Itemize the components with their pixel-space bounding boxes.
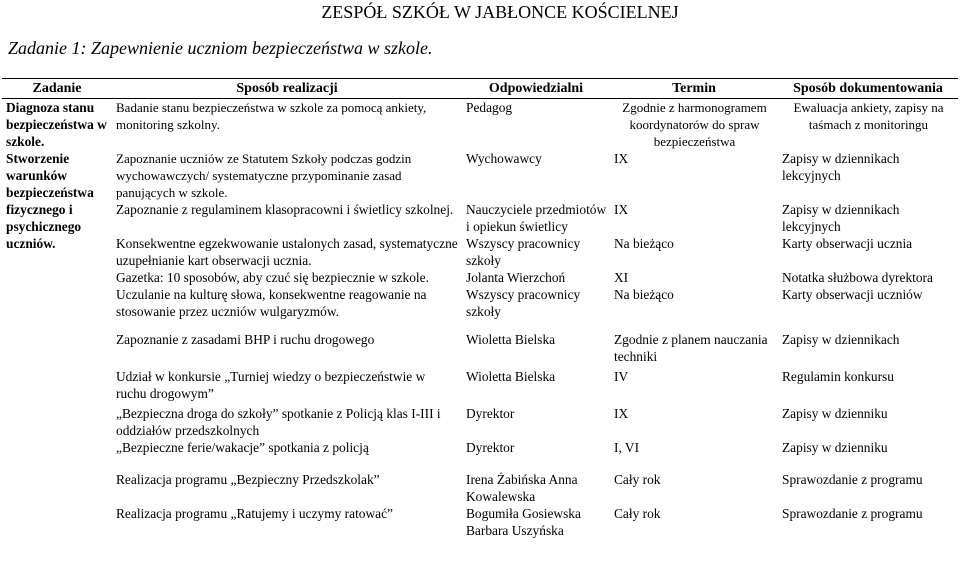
cell-sposob: „Bezpieczna droga do szkoły” spotkanie z Policją klas I-III i oddziałów przedszkolnych xyxy=(116,406,441,438)
header-dokumentowanie: Sposób dokumentowania xyxy=(778,79,958,99)
cell-odpowiedzialni: Wychowawcy xyxy=(466,151,542,166)
plan-table xyxy=(2,78,958,539)
cell-termin: Cały rok xyxy=(614,472,661,487)
cell-termin: Na bieżąco xyxy=(614,236,674,251)
cell-dokumentowanie: Zapisy w dzienniku xyxy=(782,440,888,455)
cell-sposob: Zapoznanie z zasadami BHP i ruchu drogowego xyxy=(116,332,375,347)
table-row xyxy=(2,286,958,320)
table-row xyxy=(2,439,958,456)
table-row xyxy=(2,201,958,235)
cell-dokumentowanie: Zapisy w dziennikach xyxy=(782,332,900,347)
header-sposob: Sposób realizacji xyxy=(112,79,462,99)
cell-dokumentowanie: Regulamin konkursu xyxy=(782,369,894,384)
table-row xyxy=(2,505,958,539)
header-termin: Termin xyxy=(610,79,778,99)
spacer-row xyxy=(2,456,958,471)
spacer-row xyxy=(2,320,958,331)
cell-dokumentowanie: Notatka służbowa dyrektora xyxy=(782,270,933,285)
cell-odpowiedzialni: Jolanta Wierzchoń xyxy=(466,270,566,285)
cell-termin: IX xyxy=(614,151,629,166)
cell-termin: Na bieżąco xyxy=(614,287,674,302)
cell-sposob: Zapoznanie uczniów ze Statutem Szkoły podczas godzin wychowawczych/ systematyczne przypominanie zasad panujących w szkole. xyxy=(116,151,412,200)
cell-sposob: Uczulanie na kulturę słowa, konsekwentne reagowanie na stosowanie przez uczniów wulgaryzmów. xyxy=(116,287,427,319)
table-row xyxy=(2,365,958,402)
cell-dokumentowanie: Karty obserwacji uczniów xyxy=(782,287,923,302)
table-header-row xyxy=(2,79,958,99)
table-row xyxy=(2,471,958,505)
table-row xyxy=(2,99,958,151)
cell-odpowiedzialni: Bogumiła Gosiewska Barbara Uszyńska xyxy=(466,506,581,538)
task-subtitle: Zadanie 1: Zapewnienie uczniom bezpieczeństwa w szkole. xyxy=(8,38,433,58)
document-title: ZESPÓŁ SZKÓŁ W JABŁONCE KOŚCIELNEJ xyxy=(321,2,679,22)
cell-dokumentowanie: Zapisy w dziennikach lekcyjnych xyxy=(782,202,900,234)
cell-sposob: Realizacja programu „Bezpieczny Przedszkolak” xyxy=(116,472,380,487)
table-row xyxy=(2,150,958,201)
cell-termin: XI xyxy=(614,270,629,285)
cell-odpowiedzialni: Pedagog xyxy=(466,100,513,115)
cell-sposob: Konsekwentne egzekwowanie ustalonych zasad, systematyczne uzupełnianie kart obserwacji ucznia. xyxy=(116,236,458,268)
cell-odpowiedzialni: Wioletta Bielska xyxy=(466,369,556,384)
cell-zadanie: Diagnoza stanu bezpieczeństwa w szkole. xyxy=(6,100,107,149)
cell-odpowiedzialni: Irena Żabińska Anna Kowalewska xyxy=(466,472,578,504)
cell-odpowiedzialni: Wszyscy pracownicy szkoły xyxy=(466,287,581,319)
cell-sposob: Gazetka: 10 sposobów, aby czuć się bezpiecznie w szkole. xyxy=(116,270,429,285)
cell-odpowiedzialni: Dyrektor xyxy=(466,440,515,455)
cell-zadanie: Stworzenie warunków bezpieczeństwa fizycznego i psychicznego uczniów. xyxy=(6,151,94,251)
cell-odpowiedzialni: Dyrektor xyxy=(466,406,515,421)
cell-odpowiedzialni: Wszyscy pracownicy szkoły xyxy=(466,236,581,268)
header-odpowiedzialni: Odpowiedzialni xyxy=(462,79,610,99)
cell-termin: Cały rok xyxy=(614,506,661,521)
cell-termin: Zgodnie z planem nauczania techniki xyxy=(614,332,768,364)
cell-termin: IX xyxy=(614,202,629,217)
cell-dokumentowanie: Zapisy w dziennikach lekcyjnych xyxy=(782,151,900,183)
cell-sposob: Badanie stanu bezpieczeństwa w szkole za pomocą ankiety, monitoring szkolny. xyxy=(116,100,427,132)
cell-termin: I, VI xyxy=(614,440,640,455)
cell-dokumentowanie: Sprawozdanie z programu xyxy=(782,472,923,487)
cell-dokumentowanie: Zapisy w dzienniku xyxy=(782,406,888,421)
cell-dokumentowanie: Ewaluacja ankiety, zapisy na taśmach z monitoringu xyxy=(793,100,944,132)
cell-termin: IV xyxy=(614,369,629,384)
cell-sposob: Udział w konkursie „Turniej wiedzy o bezpieczeństwie w ruchu drogowym” xyxy=(116,369,426,401)
cell-termin: Zgodnie z harmonogramem koordynatorów do spraw bezpieczeństwa xyxy=(622,100,767,149)
cell-dokumentowanie: Karty obserwacji ucznia xyxy=(782,236,913,251)
cell-odpowiedzialni: Nauczyciele przedmiotów i opiekun świetlicy xyxy=(466,202,607,234)
cell-sposob: Zapoznanie z regulaminem klasopracowni i świetlicy szkolnej. xyxy=(116,202,454,217)
cell-sposob: „Bezpieczne ferie/wakacje” spotkania z policją xyxy=(116,440,369,455)
cell-odpowiedzialni: Wioletta Bielska xyxy=(466,332,556,347)
cell-sposob: Realizacja programu „Ratujemy i uczymy ratować” xyxy=(116,506,393,521)
header-zadanie: Zadanie xyxy=(2,79,112,99)
table-row xyxy=(2,235,958,269)
table-row xyxy=(2,402,958,439)
cell-dokumentowanie: Sprawozdanie z programu xyxy=(782,506,923,521)
cell-termin: IX xyxy=(614,406,629,421)
table-row xyxy=(2,269,958,286)
table-row xyxy=(2,331,958,365)
